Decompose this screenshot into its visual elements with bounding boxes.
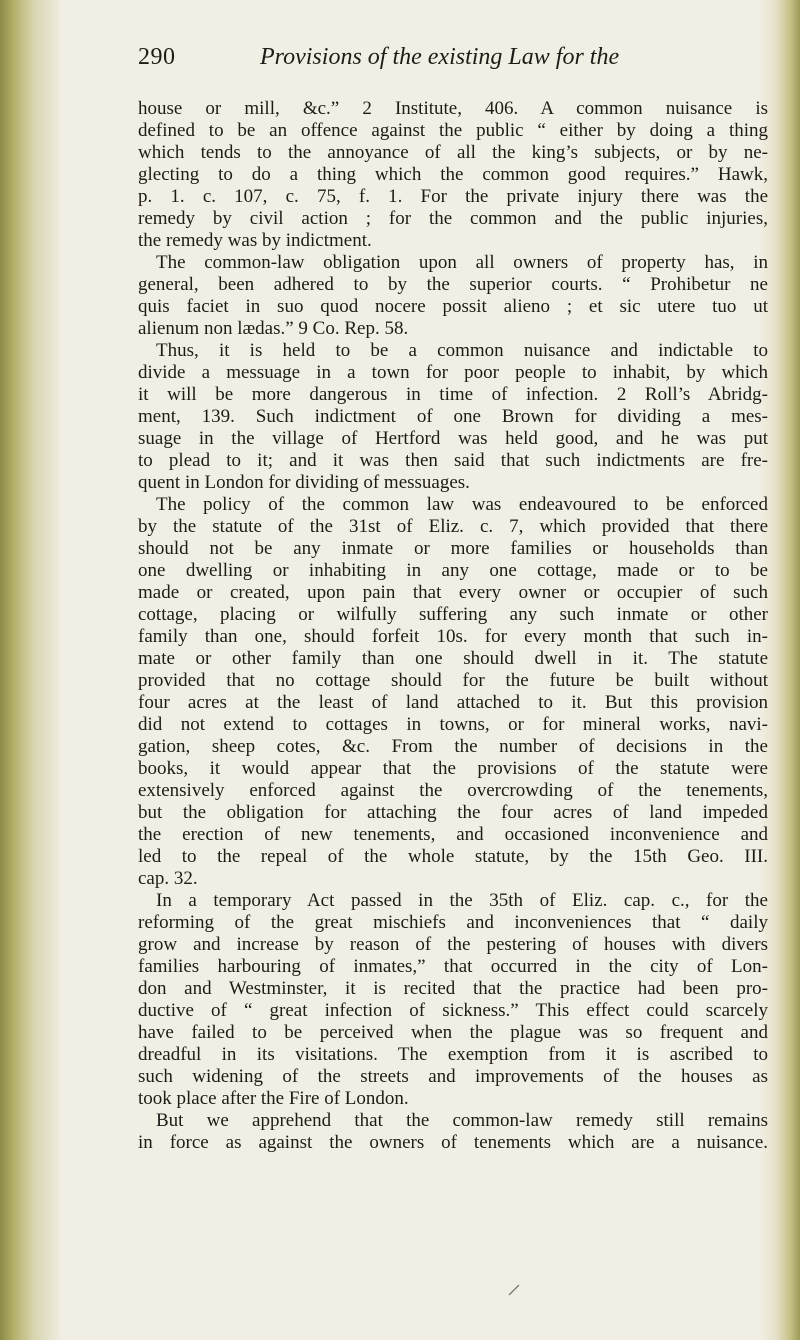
text-line: divide a messuage in a town for poor people to inhabit, by which xyxy=(138,362,768,383)
text-line: ductive of “ great infection of sickness.” This effect could scarcely xyxy=(138,1000,768,1021)
text-line: suage in the village of Hertford was held good, and he was put xyxy=(138,428,768,449)
text-line: But we apprehend that the common-law remedy still remains xyxy=(156,1110,768,1131)
page-header xyxy=(138,40,768,80)
text-line: cap. 32. xyxy=(138,868,198,889)
text-line: gation, sheep cotes, &c. From the number of decisions in the xyxy=(138,736,768,757)
text-line: families harbouring of inmates,” that occurred in the city of Lon- xyxy=(138,956,768,977)
text-line: extensively enforced against the overcrowding of the tenements, xyxy=(138,780,768,801)
text-line: family than one, should forfeit 10s. for every month that such in- xyxy=(138,626,768,647)
text-line: took place after the Fire of London. xyxy=(138,1088,409,1109)
text-line: books, it would appear that the provisions of the statute were xyxy=(138,758,768,779)
text-line: made or created, upon pain that every owner or occupier of such xyxy=(138,582,768,603)
text-line: the remedy was by indictment. xyxy=(138,230,372,251)
text-line: one dwelling or inhabiting in any one cottage, made or to be xyxy=(138,560,768,581)
text-line: by the statute of the 31st of Eliz. c. 7, which provided that there xyxy=(138,516,768,537)
text-line: the erection of new tenements, and occasioned inconvenience and xyxy=(138,824,768,845)
pencil-mark xyxy=(507,1283,521,1297)
page-gutter-shadow xyxy=(0,0,60,1340)
text-line: defined to be an offence against the public “ either by doing a thing xyxy=(138,120,768,141)
text-line: Thus, it is held to be a common nuisance and indictable to xyxy=(156,340,768,361)
text-line: such widening of the streets and improvements of the houses as xyxy=(138,1066,768,1087)
text-line: in force as against the owners of tenements which are a nuisance. xyxy=(138,1132,768,1153)
text-line: don and Westminster, it is recited that the practice had been pro- xyxy=(138,978,768,999)
text-line: have failed to be perceived when the plague was so frequent and xyxy=(138,1022,768,1043)
text-line: reforming of the great mischiefs and inconveniences that “ daily xyxy=(138,912,768,933)
text-line: but the obligation for attaching the four acres of land impeded xyxy=(138,802,768,823)
text-line: grow and increase by reason of the pestering of houses with divers xyxy=(138,934,768,955)
text-line: mate or other family than one should dwell in it. The statute xyxy=(138,648,768,669)
text-line: led to the repeal of the whole statute, by the 15th Geo. III. xyxy=(138,846,768,867)
text-line: dreadful in its visitations. The exemption from it is ascribed to xyxy=(138,1044,768,1065)
text-line: The policy of the common law was endeavoured to be enforced xyxy=(156,494,768,515)
text-line: four acres at the least of land attached to it. But this provision xyxy=(138,692,768,713)
text-line: should not be any inmate or more families or households than xyxy=(138,538,768,559)
text-line: quent in London for dividing of messuages. xyxy=(138,472,470,493)
running-head: Provisions of the existing Law for the xyxy=(260,44,620,70)
text-line: quis faciet in suo quod nocere possit alieno ; et sic utere tuo ut xyxy=(138,296,768,317)
text-line: p. 1. c. 107, c. 75, f. 1. For the private injury there was the xyxy=(138,186,768,207)
text-line: which tends to the annoyance of all the king’s subjects, or by ne- xyxy=(138,142,768,163)
text-line: remedy by civil action ; for the common and the public injuries, xyxy=(138,208,768,229)
body-text xyxy=(138,98,768,1154)
text-line: ment, 139. Such indictment of one Brown for dividing a mes- xyxy=(138,406,768,427)
text-line: alienum non lædas.” 9 Co. Rep. 58. xyxy=(138,318,409,339)
page-number: 290 xyxy=(138,44,176,70)
text-line: general, been adhered to by the superior courts. “ Prohibetur ne xyxy=(138,274,768,295)
text-line: house or mill, &c.” 2 Institute, 406. A common nuisance is xyxy=(138,98,768,119)
text-line: cottage, placing or wilfully suffering any such inmate or other xyxy=(138,604,768,625)
text-line: The common-law obligation upon all owners of property has, in xyxy=(156,252,768,273)
text-line: to plead to it; and it was then said that such indictments are fre- xyxy=(138,450,768,471)
text-line: glecting to do a thing which the common good requires.” Hawk, xyxy=(138,164,768,185)
text-line: did not extend to cottages in towns, or for mineral works, navi- xyxy=(138,714,768,735)
text-line: it will be more dangerous in time of infection. 2 Roll’s Abridg- xyxy=(138,384,768,405)
text-line: In a temporary Act passed in the 35th of Eliz. cap. c., for the xyxy=(156,890,768,911)
text-line: provided that no cottage should for the future be built without xyxy=(138,670,768,691)
